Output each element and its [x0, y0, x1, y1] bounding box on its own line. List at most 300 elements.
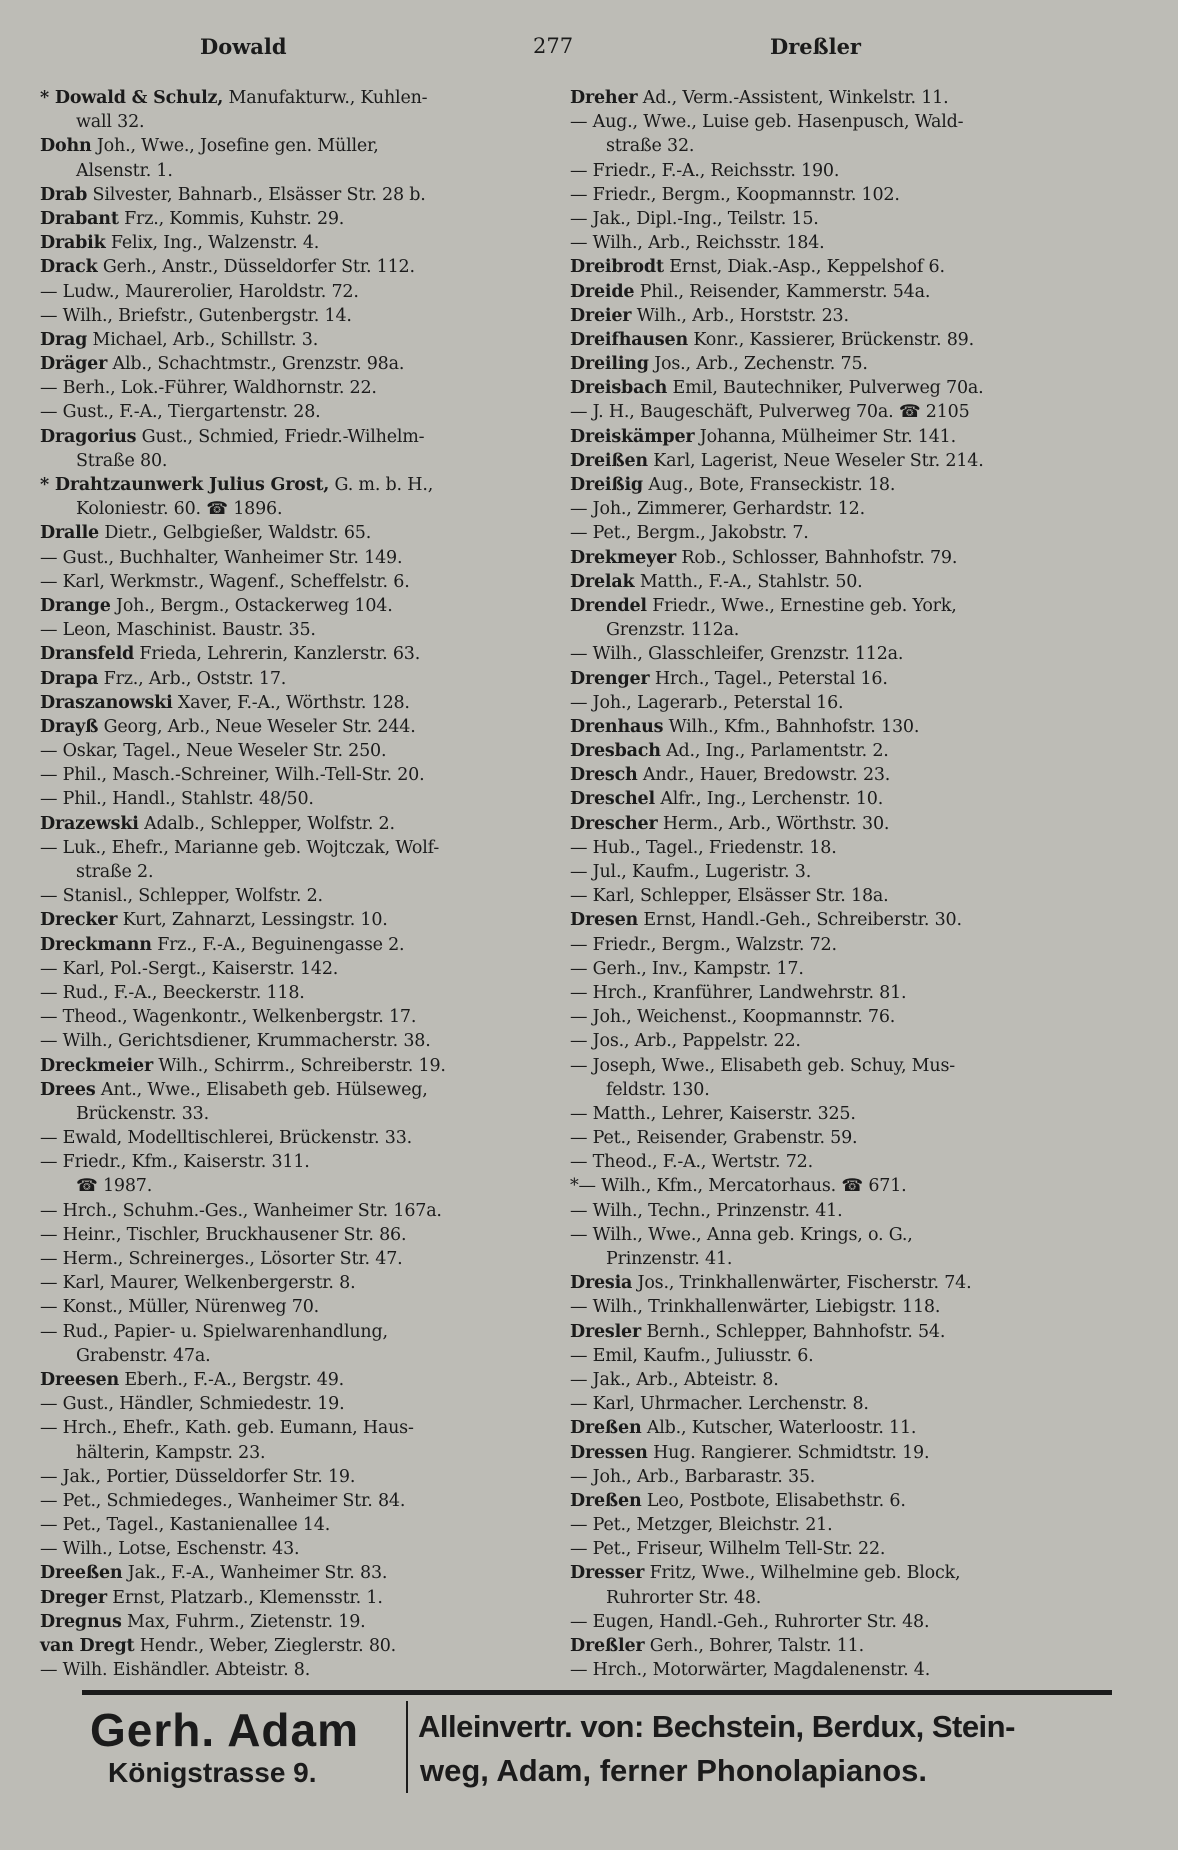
directory-line [570, 1344, 1145, 1368]
entry-details: — Wilh., Glasschleifer, Grenzstr. 112a. [570, 644, 904, 665]
entry-details: Frz., F.-A., Beguinengasse 2. [151, 934, 405, 955]
directory-line [40, 884, 560, 908]
entry-surname: Dresler [570, 1321, 641, 1342]
directory-line [570, 425, 1145, 449]
entry-details: — Joh., Arb., Barbarastr. 35. [570, 1466, 816, 1487]
entry-details: — Karl, Werkmstr., Wagenf., Scheffelstr. 6. [40, 571, 410, 592]
entry-details: — Joseph, Wwe., Elisabeth geb. Schuy, Mus- [570, 1055, 955, 1076]
directory-line [570, 110, 1145, 134]
entry-surname: Drag [40, 329, 88, 350]
entry-surname: Dreißig [570, 475, 643, 495]
entry-surname: Dregnus [40, 1611, 122, 1632]
entry-surname: Dresser [570, 1563, 645, 1584]
entry-details: — Aug., Wwe., Luise geb. Hasenpusch, Wald- [570, 112, 964, 133]
entry-details: Dietr., Gelbgießer, Waldstr. 65. [98, 523, 372, 544]
directory-line [40, 1344, 560, 1368]
directory-line [40, 691, 560, 715]
entry-surname: Dohn [40, 136, 92, 157]
directory-line [570, 521, 1145, 545]
entry-details: — Hrch., Kranführer, Landwehrstr. 81. [570, 982, 907, 1003]
entry-surname: Drekmeyer [570, 547, 677, 568]
directory-line [570, 449, 1145, 473]
entry-details: Karl, Lagerist, Neue Weseler Str. 214. [647, 450, 984, 471]
directory-line [570, 86, 1145, 110]
directory-line [570, 1368, 1145, 1392]
entry-surname: Dreckmeier [40, 1055, 153, 1076]
entry-details: Emil, Bautechniker, Pulverweg 70a. [667, 378, 984, 399]
directory-line [570, 594, 1145, 618]
directory-line [570, 1295, 1145, 1319]
directory-line [570, 1223, 1145, 1247]
entry-surname: Drees [40, 1079, 96, 1100]
entry-surname: Dreißen [570, 450, 648, 471]
directory-line [40, 497, 560, 521]
entry-details: — Gust., Buchhalter, Wanheimer Str. 149. [40, 547, 403, 568]
entry-surname: Dreibrodt [570, 257, 664, 278]
entry-surname: Dreifhausen [570, 329, 689, 350]
entry-surname: van Dregt [40, 1636, 135, 1656]
entry-surname: Dralle [40, 523, 99, 544]
entry-details: — Pet., Tagel., Kastanienallee 14. [40, 1515, 331, 1536]
entry-details: Kurt, Zahnarzt, Lessingstr. 10. [117, 910, 388, 931]
entry-details: — Phil., Handl., Stahlstr. 48/50. [40, 789, 314, 810]
directory-line [570, 1174, 1145, 1198]
entry-details: Herm., Arb., Wörthstr. 30. [657, 813, 890, 834]
directory-line [570, 1441, 1145, 1465]
entry-details: ☎ 1987. [76, 1176, 153, 1197]
directory-line [40, 425, 560, 449]
entry-surname: Dreher [570, 88, 638, 108]
directory-line [570, 280, 1145, 304]
entry-surname: Draszanowski [40, 692, 173, 713]
directory-line [570, 1029, 1145, 1053]
entry-details: — J. H., Baugeschäft, Pulverweg 70a. ☎ 2105 [570, 402, 970, 423]
directory-line [570, 134, 1145, 158]
directory-line [570, 1634, 1145, 1658]
directory-line [40, 134, 560, 158]
directory-line [40, 521, 560, 545]
directory-line [570, 908, 1145, 932]
directory-line [570, 787, 1145, 811]
directory-line [570, 667, 1145, 691]
entry-surname: * Dowald & Schulz, [40, 88, 224, 108]
entry-details: Hendr., Weber, Zieglerstr. 80. [134, 1636, 397, 1656]
directory-line [40, 473, 560, 497]
entry-details: Jos., Arb., Zechenstr. 75. [648, 354, 868, 375]
directory-line [570, 400, 1145, 424]
entry-details: — Berh., Lok.-Führer, Waldhornstr. 22. [40, 378, 377, 399]
entry-details: Xaver, F.-A., Wörthstr. 128. [172, 692, 410, 713]
directory-line [40, 1658, 560, 1682]
entry-details: — Rud., Papier- u. Spielwarenhandlung, [40, 1321, 388, 1342]
directory-line [40, 933, 560, 957]
directory-line [40, 376, 560, 400]
directory-line [40, 1489, 560, 1513]
entry-details: Georg, Arb., Neue Weseler Str. 244. [98, 716, 416, 737]
entry-details: — Wilh., Arb., Reichsstr. 184. [570, 233, 825, 254]
directory-line [40, 449, 560, 473]
entry-details: Wilh., Arb., Horststr. 23. [631, 305, 849, 326]
directory-line [570, 207, 1145, 231]
entry-details: — Hrch., Ehefr., Kath. geb. Eumann, Haus- [40, 1418, 414, 1439]
entry-details: Frieda, Lehrerin, Kanzlerstr. 63. [134, 644, 421, 665]
directory-line [570, 473, 1145, 497]
directory-line [40, 1465, 560, 1489]
directory-line [40, 1005, 560, 1029]
entry-surname: Dreisbach [570, 378, 668, 399]
entry-surname: Dreeßen [40, 1563, 123, 1584]
directory-line [570, 691, 1145, 715]
entry-details: straße 2. [76, 862, 154, 882]
ad-text-line-2: weg, Adam, ferner Phonolapianos. [420, 1753, 927, 1788]
entry-details: — Pet., Reisender, Grabenstr. 59. [570, 1128, 858, 1149]
directory-line [570, 328, 1145, 352]
entry-details: G. m. b. H., [329, 475, 434, 495]
directory-line [570, 618, 1145, 642]
entry-details: — Joh., Weichenst., Koopmannstr. 76. [570, 1007, 896, 1028]
directory-line [40, 763, 560, 787]
directory-line [40, 1102, 560, 1126]
entry-details: — Konst., Müller, Nürenweg 70. [40, 1297, 319, 1318]
directory-line [570, 376, 1145, 400]
entry-details: — Jak., Portier, Düsseldorfer Str. 19. [40, 1466, 356, 1487]
entry-surname: Dragorius [40, 426, 137, 447]
directory-line [40, 1561, 560, 1585]
directory-line [570, 884, 1145, 908]
entry-surname: Drazewski [40, 813, 139, 834]
entry-surname: Dreßler [570, 1636, 645, 1656]
directory-line [40, 667, 560, 691]
entry-details: Jak., F.-A., Wanheimer Str. 83. [122, 1563, 388, 1584]
entry-details: — Hrch., Motorwärter, Magdalenenstr. 4. [570, 1660, 931, 1681]
directory-line [40, 280, 560, 304]
ad-address: Königstrasse 9. [108, 1757, 317, 1788]
directory-line [570, 1586, 1145, 1610]
entry-details: Ernst, Diak.-Asp., Keppelshof 6. [663, 257, 945, 278]
directory-line [40, 787, 560, 811]
directory-line [570, 1126, 1145, 1150]
entry-details: — Phil., Masch.-Schreiner, Wilh.-Tell-Str. 20. [40, 765, 425, 786]
directory-line [40, 1586, 560, 1610]
entry-details: Grenzstr. 112a. [606, 620, 740, 641]
directory-line [570, 715, 1145, 739]
directory-line [40, 1054, 560, 1078]
entry-details: Friedr., Wwe., Ernestine geb. York, [646, 595, 957, 616]
entry-details: — Oskar, Tagel., Neue Weseler Str. 250. [40, 741, 387, 762]
entry-details: — Heinr., Tischler, Bruckhausener Str. 86. [40, 1224, 407, 1245]
entry-surname: Drelak [570, 571, 635, 592]
entry-details: Alb., Kutscher, Waterloostr. 11. [641, 1418, 917, 1439]
directory-line [570, 1247, 1145, 1271]
directory-line [40, 1513, 560, 1537]
entry-surname: Drabant [40, 208, 119, 229]
directory-line [570, 1465, 1145, 1489]
entry-surname: Dreßen [570, 1418, 642, 1439]
directory-line [40, 1223, 560, 1247]
entry-surname: Drenger [570, 668, 650, 689]
ad-company-name: Gerh. Adam [90, 1704, 360, 1756]
directory-line [570, 159, 1145, 183]
entry-details: — Luk., Ehefr., Marianne geb. Wojtczak, Wolf- [40, 837, 440, 858]
directory-line [40, 1634, 560, 1658]
entry-details: Koloniestr. 60. ☎ 1896. [76, 499, 283, 520]
entry-details: Wilh., Schirrm., Schreiberstr. 19. [152, 1055, 446, 1076]
entry-details: — Friedr., Bergm., Walzstr. 72. [570, 934, 837, 955]
ad-divider [406, 1701, 408, 1793]
entry-details: — Karl, Maurer, Welkenbergerstr. 8. [40, 1273, 356, 1294]
entry-details: — Gust., F.-A., Tiergartenstr. 28. [40, 402, 321, 423]
directory-line [570, 739, 1145, 763]
directory-line [40, 1126, 560, 1150]
entry-surname: Dreßen [570, 1490, 642, 1511]
entry-surname: Dressen [570, 1442, 648, 1463]
entry-details: — Karl, Uhrmacher. Lerchenstr. 8. [570, 1394, 869, 1415]
directory-line [570, 1102, 1145, 1126]
entry-surname: Drecker [40, 910, 118, 931]
entry-details: Straße 80. [76, 450, 168, 471]
entry-surname: Drendel [570, 595, 647, 616]
directory-line [40, 642, 560, 666]
directory-line [40, 981, 560, 1005]
directory-line [570, 352, 1145, 376]
entry-details: Leo, Postbote, Elisabethstr. 6. [641, 1490, 906, 1511]
entry-surname: Drab [40, 184, 88, 205]
directory-line [40, 183, 560, 207]
entry-details: — Jak., Dipl.-Ing., Teilstr. 15. [570, 208, 819, 229]
directory-line [40, 1199, 560, 1223]
entry-details: — Joh., Zimmerer, Gerhardstr. 12. [570, 499, 865, 520]
directory-line [570, 1320, 1145, 1344]
directory-line [40, 908, 560, 932]
entry-surname: Dreiskämper [570, 426, 695, 447]
entry-details: Eberh., F.-A., Bergstr. 49. [118, 1369, 345, 1390]
entry-details: — Ludw., Maurerolier, Haroldstr. 72. [40, 281, 359, 302]
entry-surname: Dresch [570, 765, 638, 786]
entry-details: — Pet., Schmiedeges., Wanheimer Str. 84. [40, 1490, 406, 1511]
entry-details: *— Wilh., Kfm., Mercatorhaus. ☎ 671. [570, 1176, 907, 1197]
entry-surname: Dresen [570, 910, 639, 931]
directory-line [40, 207, 560, 231]
ad-text-line-1: Alleinvertr. von: Bechstein, Berdux, Stein- [418, 1709, 1015, 1744]
directory-line [40, 1416, 560, 1440]
entry-details: — Pet., Bergm., Jakobstr. 7. [570, 523, 809, 544]
entry-details: Fritz, Wwe., Wilhelmine geb. Block, [644, 1563, 961, 1584]
directory-line [570, 1658, 1145, 1682]
directory-line [570, 1416, 1145, 1440]
entry-details: Jos., Trinkhallenwärter, Fischerstr. 74. [632, 1273, 972, 1294]
entry-details: — Karl, Pol.-Sergt., Kaiserstr. 142. [40, 958, 339, 979]
entry-details: — Herm., Schreinerges., Lösorter Str. 47. [40, 1249, 403, 1269]
entry-surname: Dresia [570, 1273, 633, 1294]
directory-line [570, 231, 1145, 255]
entry-details: — Wilh., Gerichtsdiener, Krummacherstr. 38. [40, 1031, 431, 1052]
entry-details: — Friedr., Bergm., Koopmannstr. 102. [570, 184, 900, 205]
directory-line [570, 497, 1145, 521]
entry-surname: Drack [40, 257, 98, 278]
directory-line [570, 304, 1145, 328]
entry-details: — Wilh., Techn., Prinzenstr. 41. [570, 1200, 843, 1221]
entry-details: Frz., Kommis, Kuhstr. 29. [118, 208, 345, 229]
entry-details: Phil., Reisender, Kammerstr. 54a. [634, 281, 931, 302]
entry-details: — Wilh. Eishändler. Abteistr. 8. [40, 1660, 311, 1681]
entry-details: — Hub., Tagel., Friedenstr. 18. [570, 837, 837, 858]
entry-details: — Friedr., F.-A., Reichsstr. 190. [570, 160, 840, 181]
entry-details: Silvester, Bahnarb., Elsässer Str. 28 b. [87, 184, 426, 205]
directory-line [570, 1561, 1145, 1585]
directory-line [570, 812, 1145, 836]
entry-surname: Dreide [570, 281, 635, 302]
directory-line [570, 1392, 1145, 1416]
directory-line [40, 1150, 560, 1174]
entry-details: Ruhrorter Str. 48. [606, 1587, 762, 1608]
directory-line [40, 159, 560, 183]
directory-line [570, 255, 1145, 279]
directory-line [570, 836, 1145, 860]
directory-line [40, 1247, 560, 1271]
entry-details: Max, Fuhrm., Zietenstr. 19. [121, 1611, 366, 1632]
directory-line [40, 1174, 560, 1198]
entry-surname: Dresbach [570, 741, 661, 762]
directory-line [40, 1392, 560, 1416]
entry-surname: Dreiling [570, 354, 649, 375]
directory-line [40, 836, 560, 860]
directory-line [570, 642, 1145, 666]
entry-surname: Dräger [40, 354, 108, 375]
entry-details: Gust., Schmied, Friedr.-Wilhelm- [136, 426, 425, 447]
entry-details: — Wilh., Briefstr., Gutenbergstr. 14. [40, 305, 352, 326]
entry-details: — Stanisl., Schlepper, Wolfstr. 2. [40, 886, 323, 907]
entry-details: Matth., F.-A., Stahlstr. 50. [634, 571, 863, 592]
entry-details: Adalb., Schlepper, Wolfstr. 2. [138, 813, 395, 834]
entry-details: Aug., Bote, Franseckistr. 18. [642, 475, 896, 495]
entry-details: — Wilh., Lotse, Eschenstr. 43. [40, 1539, 300, 1560]
directory-line [40, 618, 560, 642]
directory-line [570, 183, 1145, 207]
entry-details: Konr., Kassierer, Brückenstr. 89. [688, 329, 974, 350]
directory-line [40, 352, 560, 376]
entry-details: — Ewald, Modelltischlerei, Brückenstr. 33. [40, 1128, 413, 1149]
entry-surname: Drayß [40, 716, 99, 737]
entry-details: — Emil, Kaufm., Juliusstr. 6. [570, 1345, 814, 1366]
directory-line [570, 763, 1145, 787]
directory-line [40, 546, 560, 570]
directory-line [570, 981, 1145, 1005]
page-number: 277 [533, 34, 574, 58]
entry-details: Wilh., Kfm., Bahnhofstr. 130. [663, 716, 920, 737]
directory-line [40, 594, 560, 618]
directory-line [40, 715, 560, 739]
directory-line [40, 860, 560, 884]
advertisement [82, 1690, 1112, 1799]
directory-line [570, 1513, 1145, 1537]
running-head-left: Dowald [200, 34, 287, 59]
directory-line [40, 255, 560, 279]
entry-details: Michael, Arb., Schillstr. 3. [87, 329, 319, 350]
entry-details: — Gust., Händler, Schmiedestr. 19. [40, 1394, 345, 1415]
directory-line [570, 1489, 1145, 1513]
directory-line [570, 1078, 1145, 1102]
entry-details: — Karl, Schlepper, Elsässer Str. 18a. [570, 886, 889, 907]
entry-details: Hrch., Tagel., Peterstal 16. [649, 668, 888, 689]
directory-line [40, 1029, 560, 1053]
directory-line [40, 812, 560, 836]
entry-details: Ad., Verm.-Assistent, Winkelstr. 11. [637, 88, 949, 108]
entry-details: — Eugen, Handl.-Geh., Ruhrorter Str. 48. [570, 1611, 930, 1632]
entry-surname: Drapa [40, 668, 99, 689]
entry-details: — Pet., Friseur, Wilhelm Tell-Str. 22. [570, 1539, 886, 1560]
entry-surname: * Drahtzaunwerk Julius Grost, [40, 475, 330, 495]
entry-details: straße 32. [606, 136, 695, 157]
directory-line [40, 739, 560, 763]
directory-line [570, 1150, 1145, 1174]
left-column [40, 86, 560, 1682]
directory-line [40, 1441, 560, 1465]
directory-line [40, 1320, 560, 1344]
entry-details: — Rud., F.-A., Beeckerstr. 118. [40, 982, 305, 1003]
entry-details: feldstr. 130. [606, 1079, 710, 1100]
entry-surname: Drange [40, 595, 111, 616]
entry-details: Andr., Hauer, Bredowstr. 23. [637, 765, 891, 786]
entry-details: — Joh., Lagerarb., Peterstal 16. [570, 692, 844, 713]
directory-line [570, 1199, 1145, 1223]
directory-line [40, 1610, 560, 1634]
directory-line [570, 546, 1145, 570]
entry-details: Alfr., Ing., Lerchenstr. 10. [654, 789, 884, 810]
entry-details: Prinzenstr. 41. [606, 1249, 733, 1269]
directory-line [40, 1368, 560, 1392]
entry-surname: Dransfeld [40, 644, 135, 665]
entry-details: — Jak., Arb., Abteistr. 8. [570, 1369, 779, 1390]
directory-line [570, 1054, 1145, 1078]
directory-line [40, 1271, 560, 1295]
directory-line [40, 570, 560, 594]
right-column [570, 86, 1145, 1682]
entry-surname: Dreckmann [40, 934, 152, 955]
entry-details: Felix, Ing., Walzenstr. 4. [105, 233, 320, 254]
entry-surname: Dreschel [570, 789, 655, 810]
entry-details: wall 32. [76, 112, 145, 133]
directory-line [40, 231, 560, 255]
entry-details: Gerh., Bohrer, Talstr. 11. [644, 1636, 864, 1656]
running-head-right: Dreßler [770, 34, 861, 59]
entry-surname: Dreger [40, 1587, 107, 1608]
entry-details: Ant., Wwe., Elisabeth geb. Hülseweg, [95, 1079, 428, 1100]
entry-details: — Wilh., Trinkhallenwärter, Liebigstr. 118. [570, 1297, 941, 1318]
entry-details: — Wilh., Wwe., Anna geb. Krings, o. G., [570, 1224, 913, 1245]
entry-details: hälterin, Kampstr. 23. [76, 1442, 266, 1463]
entry-details: Grabenstr. 47a. [76, 1345, 211, 1366]
entry-surname: Drescher [570, 813, 658, 834]
entry-details: Gerh., Anstr., Düsseldorfer Str. 112. [97, 257, 415, 278]
entry-surname: Dreesen [40, 1369, 119, 1390]
directory-line [570, 933, 1145, 957]
directory-line [570, 957, 1145, 981]
entry-details: Ernst, Handl.-Geh., Schreiberstr. 30. [638, 910, 962, 931]
directory-line [570, 570, 1145, 594]
entry-details: — Matth., Lehrer, Kaiserstr. 325. [570, 1103, 856, 1124]
directory-line [40, 957, 560, 981]
entry-details: Frz., Arb., Oststr. 17. [98, 668, 287, 689]
entry-details: — Hrch., Schuhm.-Ges., Wanheimer Str. 167a. [40, 1200, 442, 1221]
entry-details: — Jul., Kaufm., Lugeristr. 3. [570, 862, 812, 882]
entry-details: — Leon, Maschinist. Baustr. 35. [40, 620, 316, 641]
entry-details: — Friedr., Kfm., Kaiserstr. 311. [40, 1152, 310, 1173]
entry-details: Bernh., Schlepper, Bahnhofstr. 54. [640, 1321, 946, 1342]
directory-line [570, 860, 1145, 884]
directory-line [40, 328, 560, 352]
directory-line [40, 304, 560, 328]
entry-details: Ernst, Platzarb., Klemensstr. 1. [106, 1587, 383, 1608]
